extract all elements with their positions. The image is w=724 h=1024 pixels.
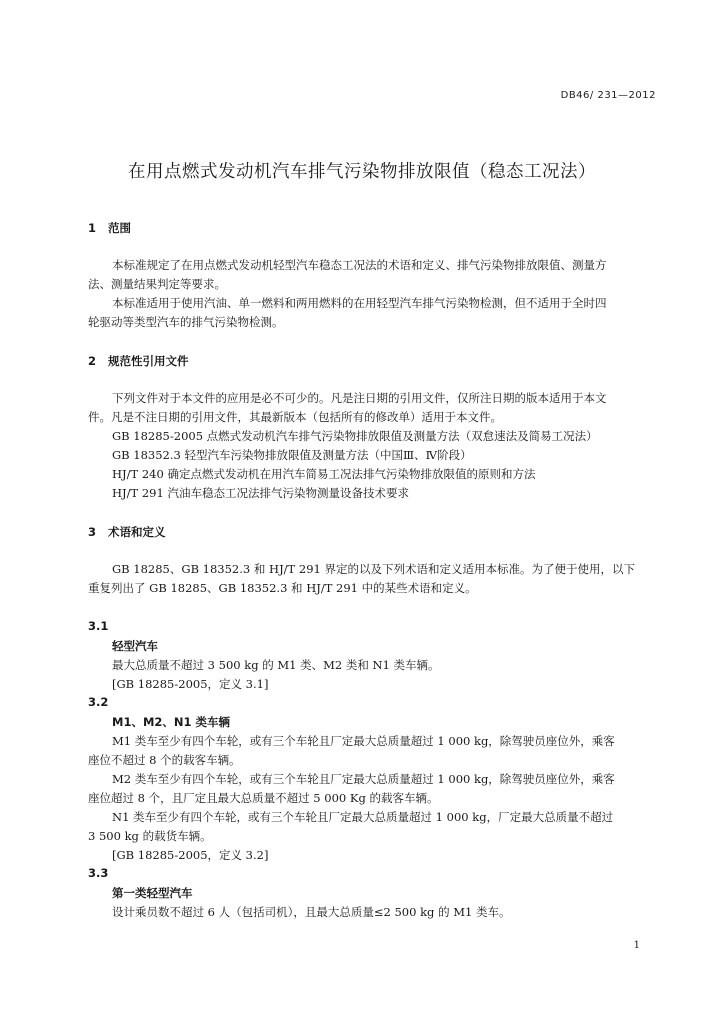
paragraph-line: N1 类车至少有四个车轮，或有三个车轮且厂定最大总质量超过 1 000 kg，厂定最大总质量不超过 [112,810,614,824]
paragraph-line: 3 500 kg 的载货车辆。 [88,829,212,843]
paragraph-line: 本标准适用于使用汽油、单一燃料和两用燃料的在用轻型汽车排气污染物检测，但不适用于全时四 [112,296,607,310]
paragraph-line: 座位超过 8 个，且厂定且最大总质量不超过 5 000 Kg 的载客车辆。 [88,791,439,805]
section-number: 3 [88,525,97,539]
section-number: 2 [88,354,97,368]
page-number: 1 [633,940,640,951]
paragraph-line: M1 类车至少有四个车轮，或有三个车轮且厂定最大总质量超过 1 000 kg，除驾驶员座位外，乘客 [112,734,615,748]
paragraph-line: M2 类车至少有四个车轮，或有三个车轮且厂定最大总质量超过 1 000 kg，除驾驶员座位外，乘客 [112,772,615,786]
paragraph-line: GB 18285、GB 18352.3 和 HJ/T 291 界定的以及下列术语和定义适用本标准。为了便于使用，以下 [112,562,635,576]
clause-number: 3.2 [88,695,109,709]
section-heading-scope [88,220,131,236]
section-heading-normative-references [88,353,189,369]
reference-item: GB 18285-2005 点燃式发动机汽车排气污染物排放限值及测量方法（双怠速法及简易工况法） [112,429,598,443]
term-definition: 设计乘员数不超过 6 人（包括司机），且最大总质量≤2 500 kg 的 M1 类车。 [112,905,511,919]
term-definition: 最大总质量不超过 3 500 kg 的 M1 类、M2 类和 N1 类车辆。 [112,658,440,672]
reference-item: GB 18352.3 轻型汽车污染物排放限值及测量方法（中国Ⅲ、Ⅳ阶段） [112,448,472,462]
reference-item: HJ/T 291 汽油车稳态工况法排气污染物测量设备技术要求 [112,486,409,500]
paragraph-line: 下列文件对于本文件的应用是必不可少的。凡是注日期的引用文件，仅所注日期的版本适用于本文 [112,391,607,405]
paragraph-line: 座位不超过 8 个的载客车辆。 [88,753,241,767]
paragraph-line: 件。凡是不注日期的引用文件，其最新版本（包括所有的修改单）适用于本文件。 [88,410,502,424]
section-title: 术语和定义 [108,525,166,539]
section-title: 规范性引用文件 [108,354,189,368]
term-heading: M1、M2、N1 类车辆 [112,715,231,729]
paragraph-line: 轮驱动等类型汽车的排气污染物检测。 [88,315,284,329]
document-title: 在用点燃式发动机汽车排气污染物排放限值（稳态工况法） [128,162,596,182]
standard-number: DB46/ 231—2012 [560,90,656,101]
section-heading-terms-definitions [88,524,166,540]
paragraph-line: 法、测量结果判定等要求。 [88,277,226,291]
term-heading: 第一类轻型汽车 [112,886,193,900]
section-number: 1 [88,221,97,235]
reference-item: HJ/T 240 确定点燃式发动机在用汽车简易工况法排气污染物排放限值的原则和方法 [112,467,536,481]
clause-number: 3.3 [88,866,109,880]
clause-number: 3.1 [88,619,109,633]
paragraph-line: 本标准规定了在用点燃式发动机轻型汽车稳态工况法的术语和定义、排气污染物排放限值、测量方 [112,258,607,272]
section-title: 范围 [108,221,131,235]
term-source: [GB 18285-2005，定义 3.2] [112,848,269,862]
term-heading: 轻型汽车 [112,639,158,653]
term-source: [GB 18285-2005，定义 3.1] [112,677,269,691]
paragraph-line: 重复列出了 GB 18285、GB 18352.3 和 HJ/T 291 中的某些术语和定义。 [88,581,477,595]
